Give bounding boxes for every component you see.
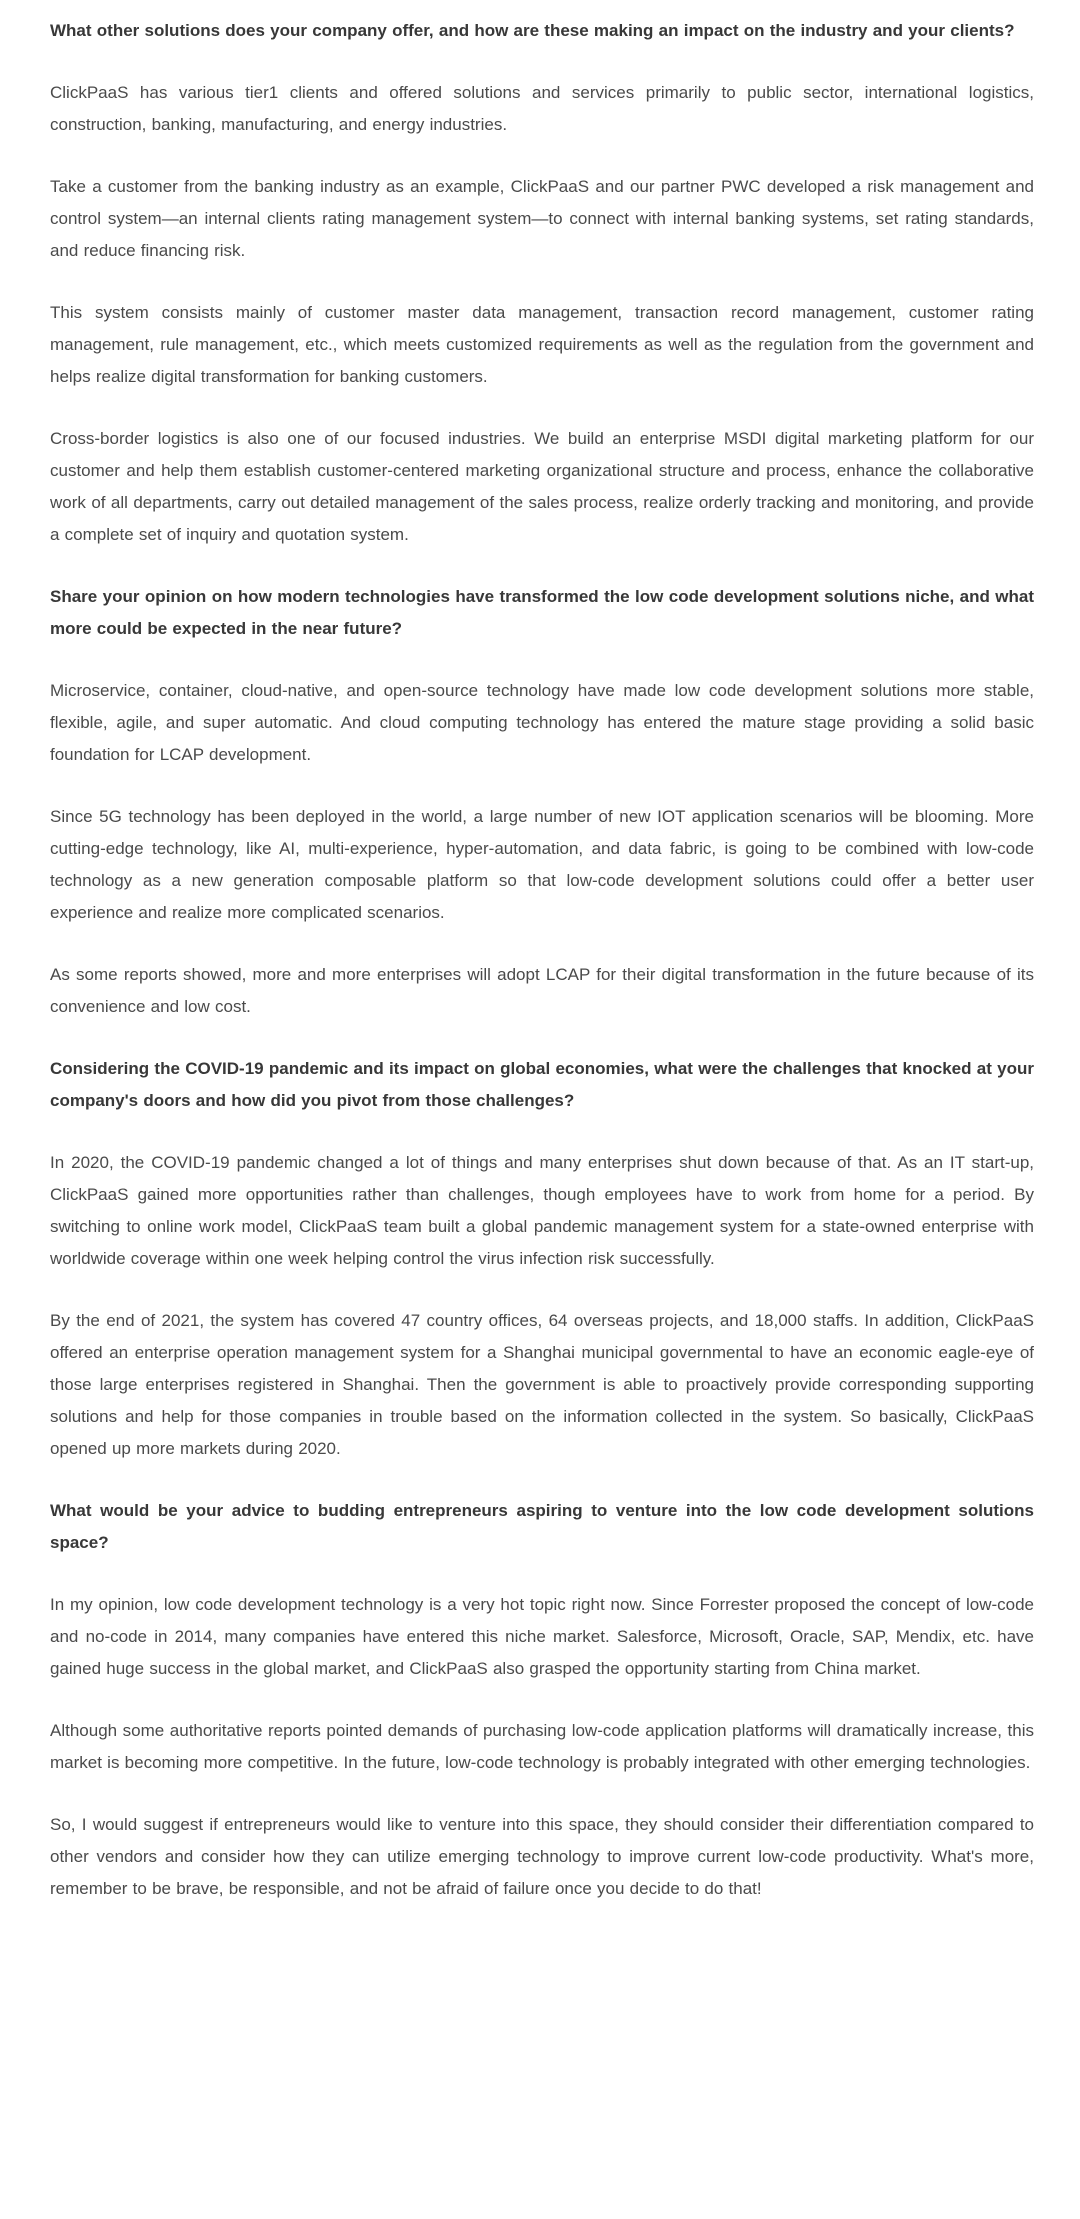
interview-question: Share your opinion on how modern technologies have transformed the low code development solutions niche, and what more could be expected in the near future? (50, 587, 1034, 638)
interview-answer-paragraph: In 2020, the COVID-19 pandemic changed a lot of things and many enterprises shut down because of that. As an IT start-up, ClickPaaS gained more opportunities rather than challenges, though employees have to work from home for a period. By switching to online work model, ClickPaaS team built a global pandemic management system for a state-owned enterprise with worldwide coverage within one week helping control the virus infection risk successfully. (50, 1153, 1034, 1268)
interview-question: What other solutions does your company offer, and how are these making an impact on the industry and your clients? (50, 21, 1015, 40)
interview-answer-paragraph: As some reports showed, more and more enterprises will adopt LCAP for their digital transformation in the future because of its convenience and low cost. (50, 965, 1034, 1016)
interview-answer-paragraph: So, I would suggest if entrepreneurs would like to venture into this space, they should consider their differentiation compared to other vendors and consider how they can utilize emerging technology to improve current low-code productivity. What's more, remember to be brave, be responsible, and not be afraid of failure once you decide to do that! (50, 1815, 1034, 1898)
interview-answer-paragraph: By the end of 2021, the system has covered 47 country offices, 64 overseas projects, and 18,000 staffs. In addition, ClickPaaS offered an enterprise operation management system for a Shanghai municipal governmental to have an economic eagle-eye of those large enterprises registered in Shanghai. Then the government is able to proactively provide corresponding supporting solutions and help for those companies in trouble based on the information collected in the system. So basically, ClickPaaS opened up more markets during 2020. (50, 1311, 1034, 1458)
interview-answer-paragraph: Microservice, container, cloud-native, and open-source technology have made low code development solutions more stable, flexible, agile, and super automatic. And cloud computing technology has entered the mature stage providing a solid basic foundation for LCAP development. (50, 681, 1034, 764)
interview-answer-paragraph: In my opinion, low code development technology is a very hot topic right now. Since Forrester proposed the concept of low-code and no-code in 2014, many companies have entered this niche market. Salesforce, Microsoft, Oracle, SAP, Mendix, etc. have gained huge success in the global market, and ClickPaaS also grasped the opportunity starting from China market. (50, 1595, 1034, 1678)
interview-question: Considering the COVID-19 pandemic and its impact on global economies, what were the challenges that knocked at your company's doors and how did you pivot from those challenges? (50, 1059, 1034, 1110)
interview-answer-paragraph: This system consists mainly of customer master data management, transaction record management, customer rating management, rule management, etc., which meets customized requirements as well as the regulation from the government and helps realize digital transformation for banking customers. (50, 303, 1034, 386)
interview-question: What would be your advice to budding entrepreneurs aspiring to venture into the low code development solutions space? (50, 1501, 1034, 1552)
interview-answer-paragraph: Although some authoritative reports pointed demands of purchasing low-code application platforms will dramatically increase, this market is becoming more competitive. In the future, low-code technology is probably integrated with other emerging technologies. (50, 1721, 1034, 1772)
interview-answer-paragraph: Cross-border logistics is also one of our focused industries. We build an enterprise MSDI digital marketing platform for our customer and help them establish customer-centered marketing organizational structure and process, enhance the collaborative work of all departments, carry out detailed management of the sales process, realize orderly tracking and monitoring, and provide a complete set of inquiry and quotation system. (50, 429, 1034, 544)
interview-answer-paragraph: Since 5G technology has been deployed in the world, a large number of new IOT application scenarios will be blooming. More cutting-edge technology, like AI, multi-experience, hyper-automation, and data fabric, is going to be combined with low-code technology as a new generation composable platform so that low-code development solutions could offer a better user experience and realize more complicated scenarios. (50, 807, 1034, 922)
interview-answer-paragraph: Take a customer from the banking industry as an example, ClickPaaS and our partner PWC developed a risk management and control system—an internal clients rating management system—to connect with internal banking systems, set rating standards, and reduce financing risk. (50, 177, 1034, 260)
interview-answer-paragraph: ClickPaaS has various tier1 clients and offered solutions and services primarily to public sector, international logistics, construction, banking, manufacturing, and energy industries. (50, 83, 1034, 134)
